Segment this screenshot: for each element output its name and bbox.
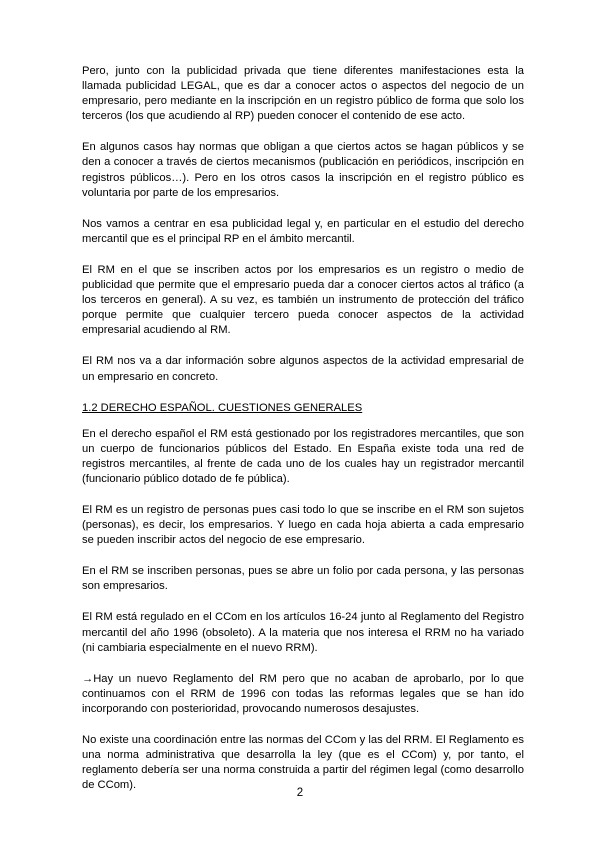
section-heading: 1.2 DERECHO ESPAÑOL. CUESTIONES GENERALES xyxy=(82,401,363,414)
document-page xyxy=(82,64,524,809)
paragraph-folio-persona: En el RM se inscriben personas, pues se abre un folio por cada persona, y las personas son empresarios. xyxy=(82,565,524,593)
paragraph-registradores: En el derecho español el RM está gestionado por los registradores mercantiles, que son un cuerpo de funcionarios públicos del Estado. En España existe toda una red de registros mercantiles, al frente de cada uno de los cuales hay un registrador mercantil (funcionario público dotado de fe pública). xyxy=(82,427,524,485)
paragraph-regulacion-ccom: El RM está regulado en el CCom en los artículos 16-24 junto al Reglamento del Registro mercantil del año 1996 (obsoleto). A la materia que nos interesa el RRM no ha variado (ni cambiaria especialmente en el nuevo RRM). xyxy=(82,611,524,654)
paragraph-coordinacion-normas: No existe una coordinación entre las normas del CCom y las del RRM. El Reglamento es una norma administrativa que desarrolla la ley (que es el CCom) y, por tanto, el reglamento debería ser una norma construida a partir del régimen legal (como desarrollo de CCom). xyxy=(82,734,524,792)
paragraph-nuevo-reglamento: →Hay un nuevo Reglamento del RM pero que no acaban de aprobarlo, por lo que continuamos con el RRM de 1996 con todas las reformas legales que se han ido incorporando con posterioridad, provocando numerosos desajustes. xyxy=(82,672,524,715)
paragraph-registro-personas: El RM es un registro de personas pues casi todo lo que se inscribe en el RM son sujetos (personas), es decir, los empresarios. Y luego en cada hoja abierta a cada empresario se pueden inscribir actos del negocio de ese empresario. xyxy=(82,503,524,547)
paragraph-focus-legal-publicity: Nos vamos a centrar en esa publicidad legal y, en particular en el estudio del derecho mercantil que es el principal RP en el ámbito mercantil. xyxy=(82,217,524,245)
paragraph-legal-publicity: Pero, junto con la publicidad privada que tiene diferentes manifestaciones esta la llamada publicidad LEGAL, que es dar a conocer actos o aspectos del negocio de un empresario, pero mediante en la inscripción en un registro público de forma que solo los terceros (los que acudiendo al RP) pueden conocer el contenido de ese acto. xyxy=(82,65,524,123)
paragraph-mandatory-publication: En algunos casos hay normas que obligan a que ciertos actos se hagan públicos y se den a conocer a través de ciertos mecanismos (publicación en periódicos, inscripción en registros públicos…). Pero en los otros casos la inscripción en el registro público es voluntaria por parte de los empresarios. xyxy=(82,141,524,199)
paragraph-rm-definition: El RM en el que se inscriben actos por los empresarios es un registro o medio de publicidad que permite que el empresario pueda dar a conocer ciertos actos al tráfico (a los terceros en general). A su vez, es también un instrumento de protección del tráfico porque permite que cualquier tercero pueda conocer aspectos de la actividad empresarial acudiendo al RM. xyxy=(82,263,524,337)
page-number: 2 xyxy=(296,787,304,799)
paragraph-rm-information: El RM nos va a dar información sobre algunos aspectos de la actividad empresarial de un empresario en concreto. xyxy=(82,355,524,383)
